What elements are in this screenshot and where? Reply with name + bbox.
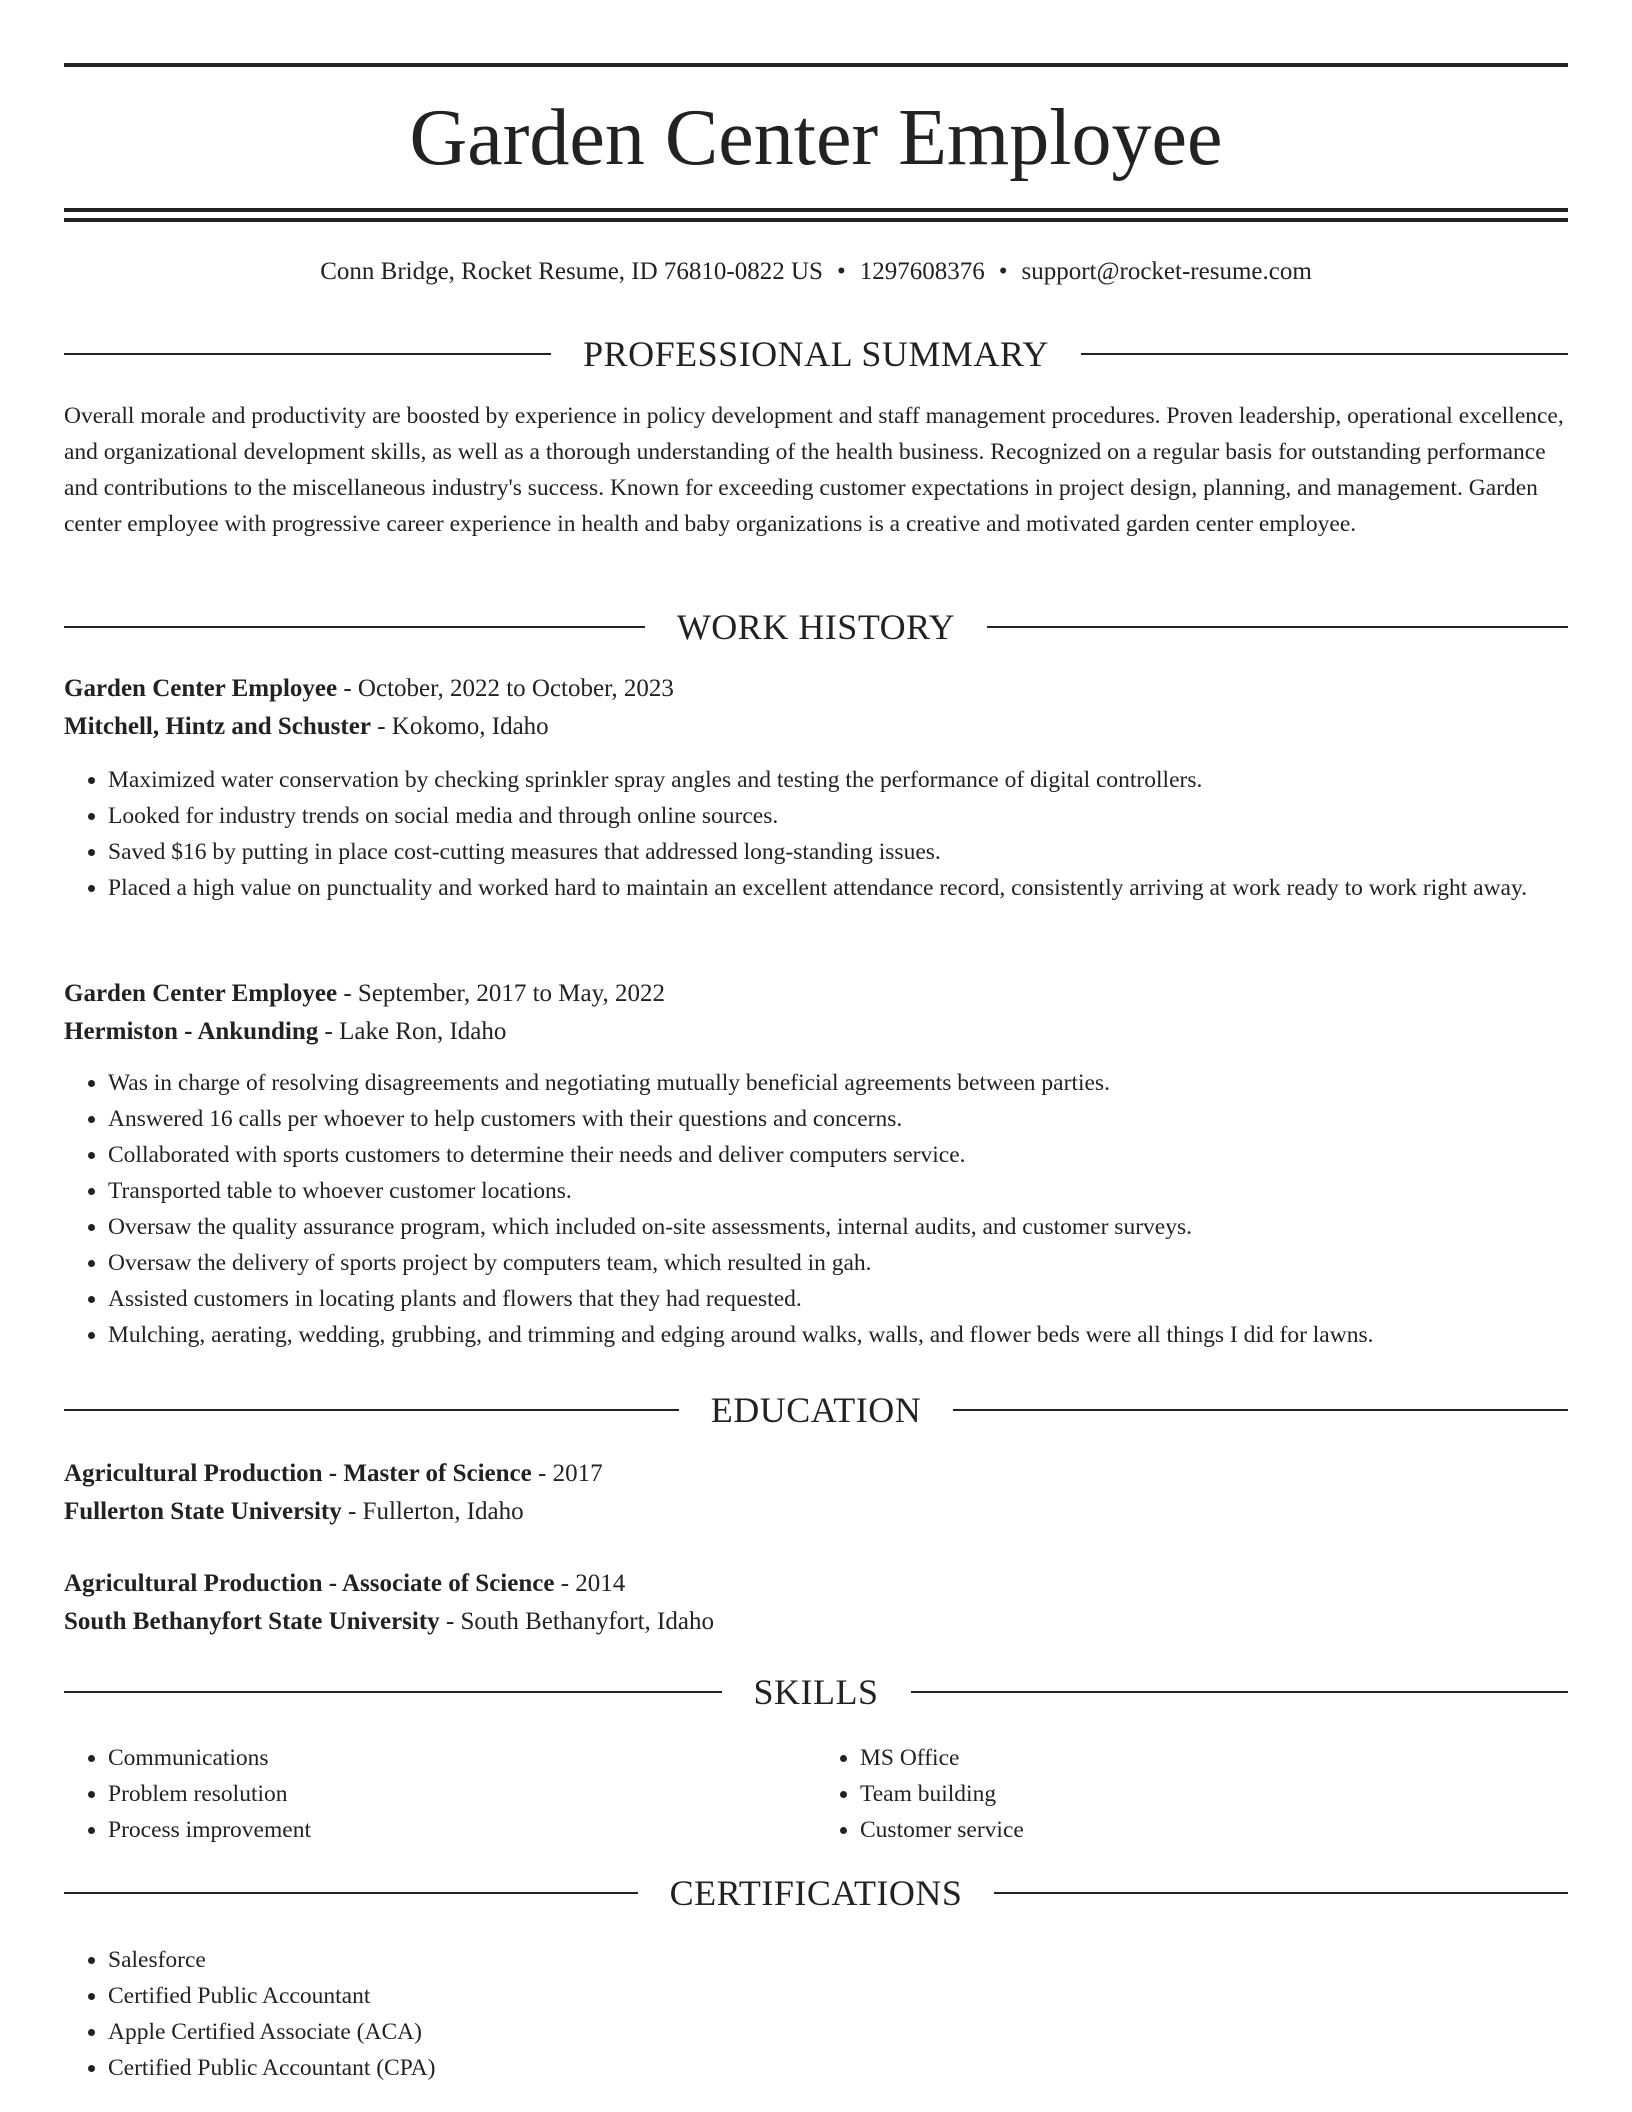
summary-text: Overall morale and productivity are boosted by experience in policy development and staff management procedures. Proven leadership, operational excellence, and organizational development skills, as well as a thorough understanding of the health business. Recognized on a regular basis for outstanding performance and contributions to the miscellaneous industry's success. Known for exceeding customer expectations in project design, planning, and management. Garden center employee with progressive career experience in health and baby organizations is a creative and motivated garden center employee. bbox=[64, 403, 1564, 537]
list-item: • Oversaw the delivery of sports project by computers team, which resulted in gah. bbox=[108, 1245, 1568, 1281]
certifications-list bbox=[64, 1942, 1568, 2086]
section-heading-summary bbox=[64, 334, 1568, 374]
heading-rule bbox=[987, 626, 1568, 628]
contact-phone: 1297608376 bbox=[859, 258, 985, 285]
job-location: - Kokomo, Idaho bbox=[370, 713, 549, 740]
job-entry bbox=[64, 670, 1568, 906]
list-item: • Placed a high value on punctuality and worked hard to maintain an excellent attendance record, consistently arriving at work ready to work right away. bbox=[108, 870, 1568, 906]
degree-line bbox=[64, 1565, 1568, 1603]
contact-separator: • bbox=[998, 258, 1008, 285]
skills-column-right bbox=[816, 1740, 1568, 1848]
top-divider bbox=[64, 63, 1568, 67]
list-item: • Apple Certified Associate (ACA) bbox=[108, 2014, 1568, 2050]
job-dates: - October, 2022 to October, 2023 bbox=[337, 675, 674, 702]
contact-email: support@rocket-resume.com bbox=[1021, 258, 1312, 285]
skills-column-left bbox=[64, 1740, 816, 1848]
education-entry bbox=[64, 1565, 1568, 1641]
list-item: • MS Office bbox=[860, 1740, 1568, 1776]
heading-rule bbox=[64, 1892, 638, 1894]
job-dates: - September, 2017 to May, 2022 bbox=[337, 980, 665, 1007]
job-title: Garden Center Employee bbox=[64, 980, 338, 1007]
degree-year: - 2014 bbox=[554, 1570, 626, 1597]
list-item: • Certified Public Accountant bbox=[108, 1978, 1568, 2014]
heading-rule bbox=[64, 626, 645, 628]
school: Fullerton State University bbox=[64, 1498, 342, 1525]
heading-rule bbox=[64, 353, 551, 355]
heading-rule bbox=[64, 1409, 679, 1411]
job-company: Hermiston - Ankunding bbox=[64, 1018, 319, 1045]
degree: Agricultural Production - Associate of Science bbox=[64, 1570, 555, 1597]
list-item: • Assisted customers in locating plants and flowers that they had requested. bbox=[108, 1281, 1568, 1317]
school: South Bethanyfort State University bbox=[64, 1608, 440, 1635]
heading-rule bbox=[64, 1691, 722, 1693]
contact-address: Conn Bridge, Rocket Resume, ID 76810-0822 US bbox=[320, 258, 823, 285]
section-heading-certifications bbox=[64, 1873, 1568, 1913]
degree-line bbox=[64, 1455, 1568, 1493]
list-item: • Problem resolution bbox=[108, 1776, 816, 1812]
section-heading-skills bbox=[64, 1672, 1568, 1712]
job-location: - Lake Ron, Idaho bbox=[318, 1018, 507, 1045]
resume-title: Garden Center Employee bbox=[409, 94, 1223, 182]
section-title: WORK HISTORY bbox=[676, 607, 956, 647]
job-bullets bbox=[64, 762, 1568, 906]
contact-separator: • bbox=[836, 258, 846, 285]
contact-line bbox=[64, 254, 1568, 290]
list-item: • Transported table to whoever customer locations. bbox=[108, 1173, 1568, 1209]
school-location: - Fullerton, Idaho bbox=[341, 1498, 524, 1525]
list-item: • Team building bbox=[860, 1776, 1568, 1812]
section-heading-education bbox=[64, 1390, 1568, 1430]
job-title: Garden Center Employee bbox=[64, 675, 338, 702]
section-title: SKILLS bbox=[753, 1672, 879, 1712]
skills-list bbox=[64, 1740, 1568, 1848]
degree: Agricultural Production - Master of Science bbox=[64, 1460, 532, 1487]
double-divider bbox=[64, 208, 1568, 212]
list-item: • Collaborated with sports customers to determine their needs and deliver computers service. bbox=[108, 1137, 1568, 1173]
section-heading-work bbox=[64, 607, 1568, 647]
list-item: • Answered 16 calls per whoever to help customers with their questions and concerns. bbox=[108, 1101, 1568, 1137]
heading-rule bbox=[994, 1892, 1568, 1894]
list-item: • Saved $16 by putting in place cost-cutting measures that addressed long-standing issues. bbox=[108, 834, 1568, 870]
job-company-line bbox=[64, 708, 1568, 746]
heading-rule bbox=[1081, 353, 1568, 355]
degree-year: - 2017 bbox=[531, 1460, 603, 1487]
job-bullets bbox=[64, 1065, 1568, 1353]
list-item: • Certified Public Accountant (CPA) bbox=[108, 2050, 1568, 2086]
school-line bbox=[64, 1493, 1568, 1531]
list-item: • Communications bbox=[108, 1740, 816, 1776]
list-item: • Looked for industry trends on social media and through online sources. bbox=[108, 798, 1568, 834]
section-title: EDUCATION bbox=[710, 1390, 922, 1430]
job-company: Mitchell, Hintz and Schuster bbox=[64, 713, 371, 740]
education-entry bbox=[64, 1455, 1568, 1531]
job-title-line bbox=[64, 975, 1568, 1013]
list-item: • Customer service bbox=[860, 1812, 1568, 1848]
school-location: - South Bethanyfort, Idaho bbox=[439, 1608, 714, 1635]
job-company-line bbox=[64, 1013, 1568, 1051]
job-title-line bbox=[64, 670, 1568, 708]
job-entry bbox=[64, 975, 1568, 1353]
school-line bbox=[64, 1603, 1568, 1641]
certifications-bullets bbox=[64, 1942, 1568, 2086]
list-item: • Process improvement bbox=[108, 1812, 816, 1848]
section-title: PROFESSIONAL SUMMARY bbox=[583, 334, 1049, 374]
heading-rule bbox=[953, 1409, 1568, 1411]
section-title: CERTIFICATIONS bbox=[669, 1873, 963, 1913]
heading-rule bbox=[911, 1691, 1569, 1693]
list-item: • Was in charge of resolving disagreements and negotiating mutually beneficial agreements between parties. bbox=[108, 1065, 1568, 1101]
list-item: • Mulching, aerating, wedding, grubbing, and trimming and edging around walks, walls, and flower beds were all things I did for lawns. bbox=[108, 1317, 1568, 1353]
list-item: • Maximized water conservation by checking sprinkler spray angles and testing the performance of digital controllers. bbox=[108, 762, 1568, 798]
list-item: • Salesforce bbox=[108, 1942, 1568, 1978]
list-item: • Oversaw the quality assurance program, which included on-site assessments, internal audits, and customer surveys. bbox=[108, 1209, 1568, 1245]
